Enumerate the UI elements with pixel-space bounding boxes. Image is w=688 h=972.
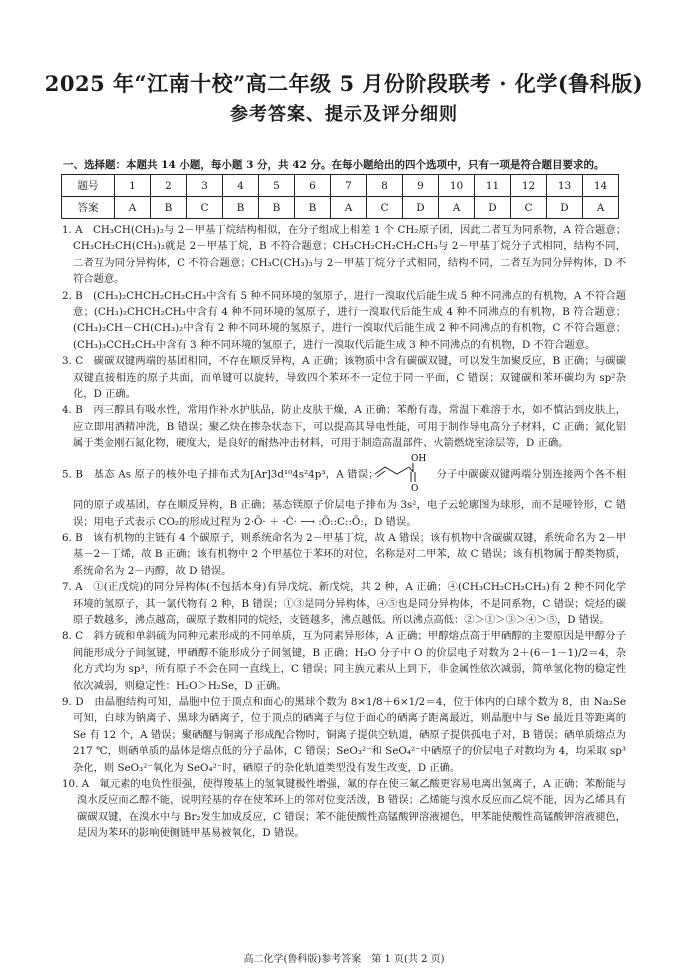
molecule-structure-icon [382, 452, 433, 497]
explanation-q7: 7. A ①(正戊烷)的同分异构体(不包括本身)有异戊烷、新戊烷，共 2 种，A 正确；④(CH₃CH₂CH₂CH₃)有 2 种不同化学环境的氢原子，其一氯代物有 2 种，B 错误；①③是同分异构体，④⑤也是同分异构体，不是同系物，C 错误；烷烃的碳原子数越多，沸点越高，碳原子数相同的烷烃，支链越多，沸点越低。所以沸点高低：②＞①＞③＞④＞⑤，D 错误。 [62, 581, 626, 626]
answer-cell: A [439, 197, 475, 219]
question-number-cell: 9 [403, 175, 439, 197]
answer-cell: B [223, 197, 259, 219]
answer-cell: C [367, 197, 403, 219]
explanation-q10: 10. A 氟元素的电负性很强，使得羧基上的氢氧键极性增强，氟的存在使三氟乙酸更容易电离出氢离子，A 正确；苯酚能与溴水反应而乙醇不能，说明羟基的存在使苯环上的邻对位变活泼，B 错误；乙烯能与溴水反应而乙烷不能，因为乙烯具有碳碳双键，在溴水中与 Br₂发生加成反应，C 错误；苯不能使酸性高锰酸钾溶液褪色，甲苯能使酸性高锰酸钾溶液褪色，是因为苯环的影响使侧链甲基易被氧化，D 错误。 [62, 778, 626, 840]
table-header-cell: 题号 [62, 175, 115, 197]
molecule-carbonyl-link [409, 467, 413, 472]
explanation-q5-part-b: 分子中碳碳双键两端分别连接两个各不相同的原子或基团，存在顺反异构，B 正确；基态镁原子价层电子排布为 3s²，电子云轮廓图为球形，而不是哑铃形，C 错误；用电子式表示 CO₂的形成过程为 2·Ö· ＋ ·Ċ· ⟶ :Ö::C::Ö:，D 错误。 [73, 468, 626, 528]
question-number-cell: 7 [331, 175, 367, 197]
question-number-cell: 8 [367, 175, 403, 197]
answer-cell: A [331, 197, 367, 219]
answer-table [61, 174, 619, 219]
question-number-cell: 1 [115, 175, 151, 197]
question-number-cell: 6 [295, 175, 331, 197]
molecule-oh-label: OH [411, 453, 427, 464]
question-number-cell: 4 [223, 175, 259, 197]
page-title: 2025 年“江南十校”高二年级 5 月份阶段联考 · 化学(鲁科版) [44, 71, 644, 96]
section-heading: 一、选择题：本题共 14 小题，每小题 3 分，共 42 分。在每小题给出的四个选项中，只有一项是符合题目要求的。 [63, 159, 605, 171]
explanation-q5-part-a: 5. B 基态 As 原子的核外电子排布式为[Ar]3d¹⁰4s²4p³，A 错误； [62, 468, 379, 481]
answer-table-number-row [62, 175, 619, 197]
question-number-cell: 13 [547, 175, 583, 197]
explanation-list [62, 222, 626, 842]
explanation-q9: 9. D 由晶胞结构可知，晶胞中位于顶点和面心的黑球个数为 8×1/8＋6×1/2＝4，位于体内的白球个数为 8，由 Na₂Se 可知，白球为钠离子、黑球为硒离子，位于顶点的硒离子与位于面心的硒离子距离最近，则晶胞中与 Se 最近且等距离的 Se 有 12 个，A 错误；聚硒醚与铜离子形成配合物时，铜离子提供空轨道，硒原子提供孤电子对，B 错误；硒单质熔点为 217 ℃，则硒单质的晶体是熔点低的分子晶体，C 错误；SeO₃²⁻和 SeO₄²⁻中硒原子的价层电子对数均为 4，均采取 sp³杂化，则 SeO₃²⁻氧化为 SeO₄²⁻时，硒原子的杂化轨道类型没有发生改变，D 正确。 [62, 695, 626, 774]
explanation-q8: 8. C 斜方硫和单斜硫为同种元素形成的不同单质，互为同素异形体，A 正确；甲醇熔点高于甲硒醇的主要原因是甲醇分子间能形成分子间氢键，甲硒醇不能形成分子间氢键，B 正确；H₂O 分子中 O 的价层电子对数为 2＋(6－1－1)/2＝4，杂化方式均为 sp³，所有原子不会在同一直线上，C 错误；同主族元素从上到下，非金属性依次减弱，简单氢化物的稳定性依次减弱，则稳定性：H₂O＞H₂Se，D 正确。 [62, 630, 626, 692]
question-number-cell: 2 [151, 175, 187, 197]
question-number-cell: 3 [187, 175, 223, 197]
answer-cell: D [475, 197, 511, 219]
answer-cell: D [403, 197, 439, 219]
answer-cell: C [511, 197, 547, 219]
answer-cell: A [583, 197, 619, 219]
page-subtitle: 参考答案、提示及评分细则 [230, 104, 458, 125]
question-number-cell: 5 [259, 175, 295, 197]
explanation-q2: 2. B (CH₃)₂CHCH₂CH₂CH₃中含有 5 种不同环境的氢原子，进行一溴取代后能生成 5 种不同沸点的有机物，A 不符合题意；(CH₃)₂CHCH₂CH₃中含有 4 种不同环境的氢原子，进行一溴取代后能生成 4 种不同沸点的有机物，B 符合题意；(CH₃)₂CH－CH(CH₃)₂中含有 2 种不同环境的氢原子，进行一溴取代后能生成 2 种不同沸点的有机物，C 不符合题意；(CH₃)₃CCH₂CH₃中含有 3 种不同环境的氢原子，进行一溴取代后能生成 3 种不同沸点的有机物，D 不符合题意。 [62, 289, 626, 351]
explanation-q3: 3. C 碳碳双键两端的基团相同，不存在顺反异构，A 正确；该物质中含有碳碳双键，可以发生加聚反应，B 正确；与碳碳双键直接相连的原子共面，而单键可以旋转，导致四个苯环不一定位于同一平面，C 错误；双键碳和苯环碳均为 sp²杂化，D 正确。 [62, 355, 626, 401]
answer-cell: D [547, 197, 583, 219]
answer-cell: B [151, 197, 187, 219]
question-number-cell: 14 [583, 175, 619, 197]
page-footer: 高二化学(鲁科版)参考答案 第 1 页(共 2 页) [243, 954, 445, 965]
answer-cell: B [295, 197, 331, 219]
answer-cell: C [187, 197, 223, 219]
answer-cell: B [259, 197, 295, 219]
molecule-o-label: O [411, 483, 419, 492]
table-header-cell: 答案 [62, 197, 115, 219]
answer-cell: A [115, 197, 151, 219]
explanation-q4: 4. B 丙三醇具有吸水性，常用作补水护肤品，防止皮肤干燥，A 正确；苯酚有毒，常温下难溶于水，如不慎沾到皮肤上，应立即用酒精冲洗，B 错误；聚乙炔在掺杂状态下，可以提高其导电性能，可用于制作导电高分子材料，C 正确；氮化铝属于类金刚石氮化物，硬度大，是良好的耐热冲击材料，可用于制造高温部件、火箭燃烧室涂层等，D 正确。 [62, 404, 626, 450]
explanation-q1: 1. A CH₃CH(CH₃)₂与 2－甲基丁烷结构相似，在分子组成上相差 1 个 CH₂原子团，因此二者互为同系物，A 符合题意；CH₃CH₂CH(CH₃)₂就是 2－甲基丁烷，B 不符合题意；CH₃CH₂CH₂CH₂CH₃与 2－甲基丁烷分子式相同，结构不同，二者互为同分异构体，C 不符合题意；CH₃C(CH₃)₃与 2－甲基丁烷分子式相同，结构不同，二者互为同分异构体，D 不符合题意。 [62, 224, 626, 286]
question-number-cell: 12 [511, 175, 547, 197]
answer-table-answer-row [62, 197, 619, 219]
question-number-cell: 10 [439, 175, 475, 197]
question-number-cell: 11 [475, 175, 511, 197]
explanation-q6: 6. B 该有机物的主链有 4 个碳原子，则系统命名为 2－甲基丁烷，故 A 错误；该有机物中含碳碳双键，系统命名为 2－甲基－2－丁烯，故 B 正确；该有机物中 2 个甲基位于苯环的对位，名称是对二甲苯，故 C 错误；该有机物属于醇类物质，系统命名为 2－丙醇，故 D 错误。 [62, 531, 626, 577]
molecule-chain [375, 467, 409, 474]
explanation-q5 [62, 452, 626, 530]
